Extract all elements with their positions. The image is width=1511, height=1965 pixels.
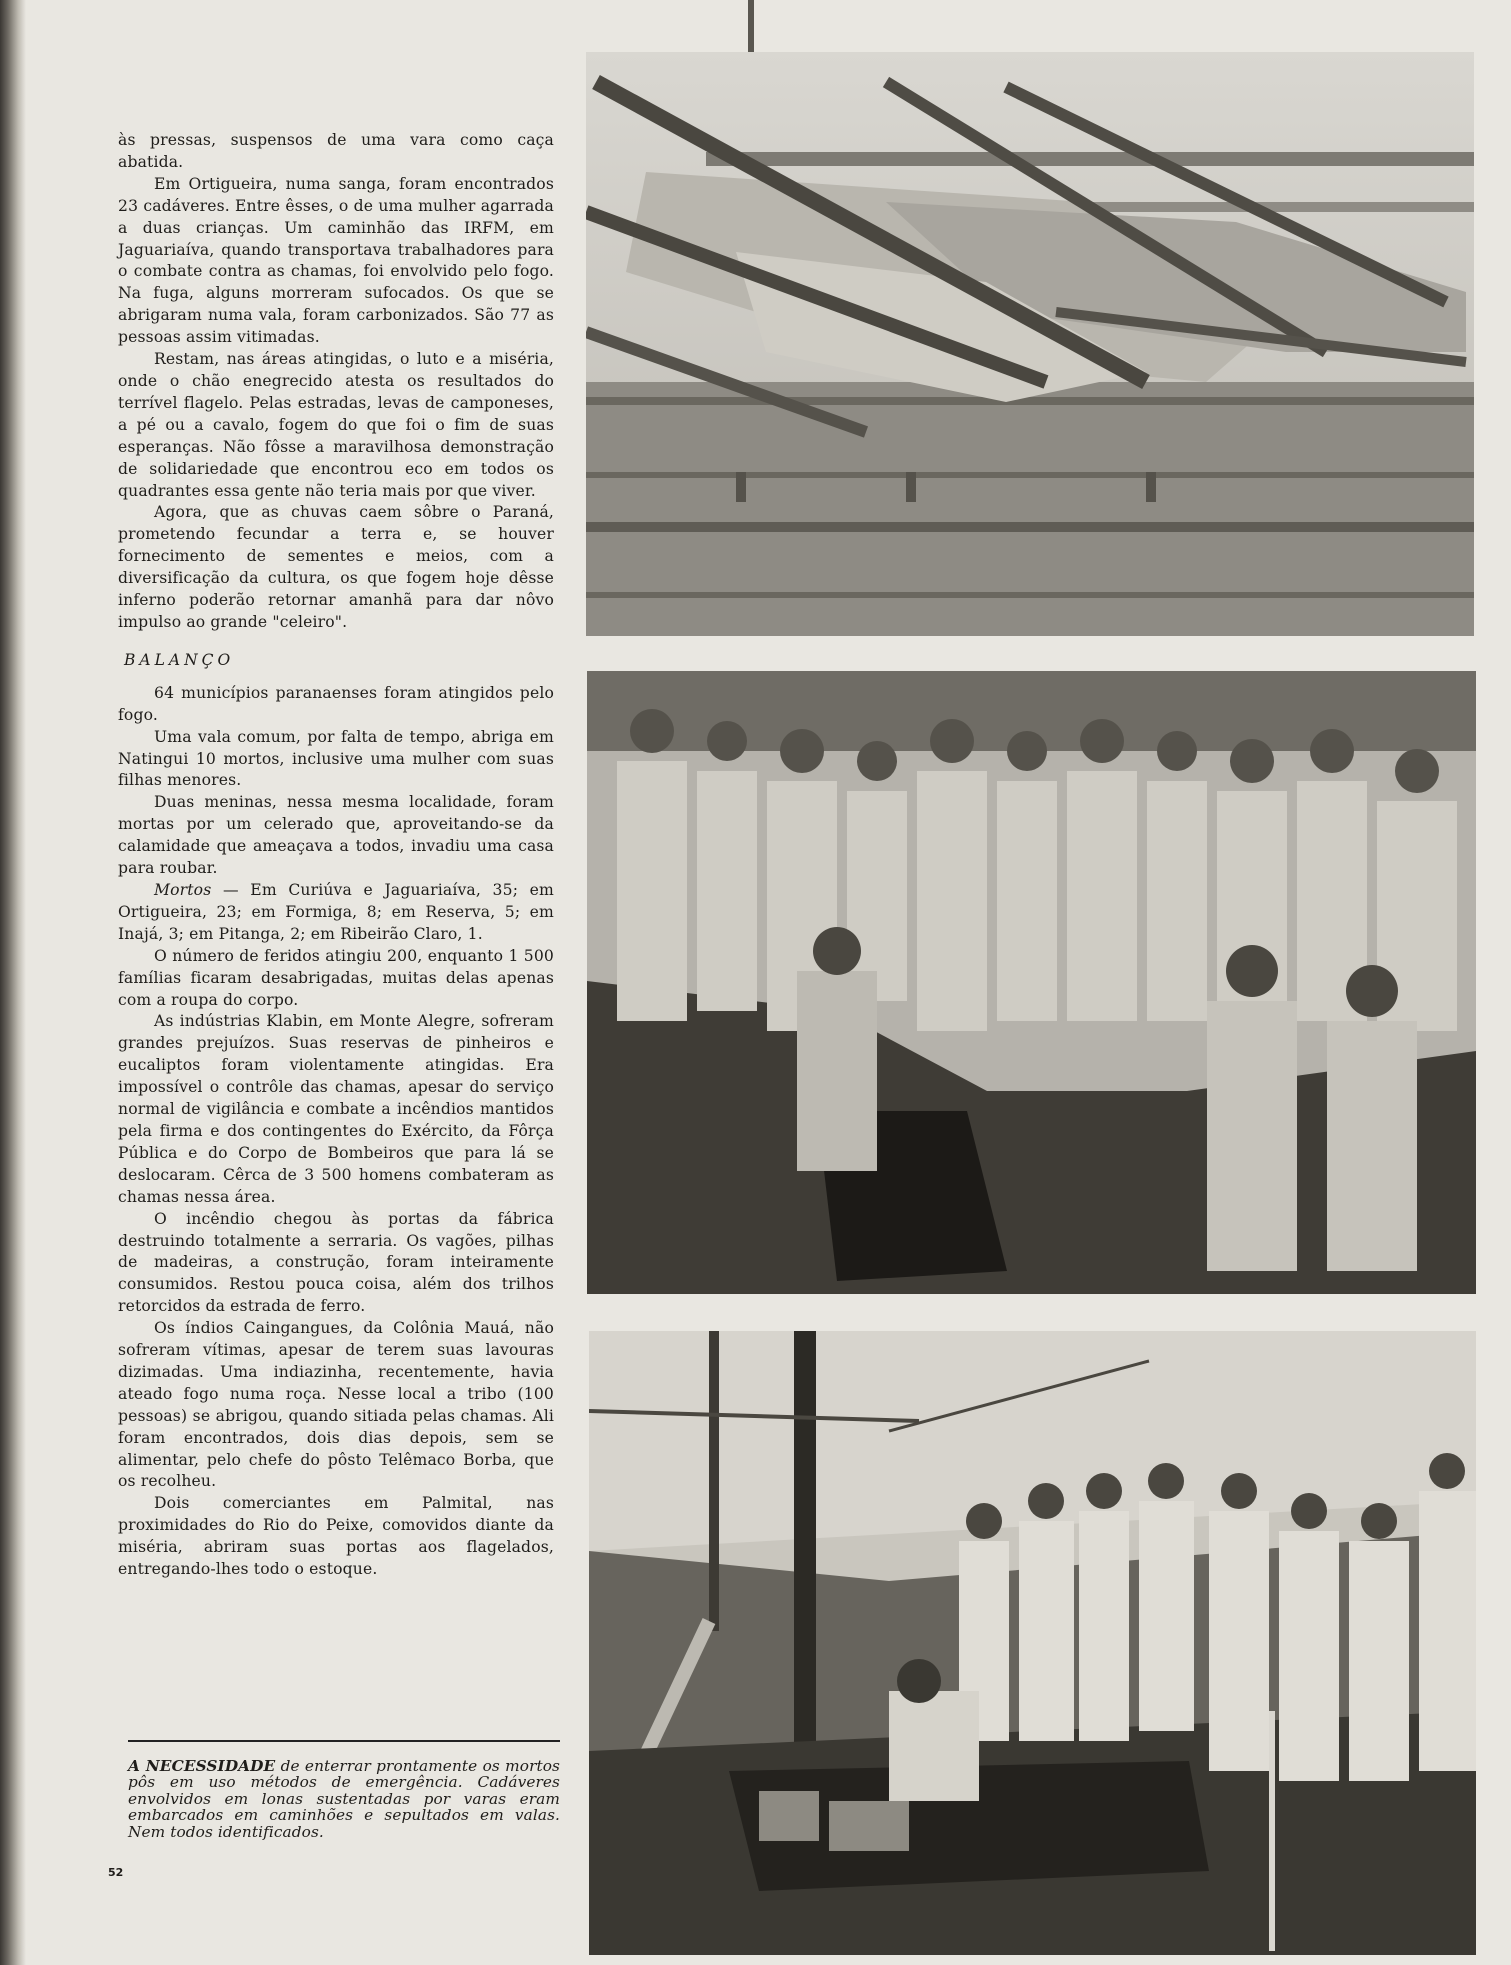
caption-lead: A NECESSIDADE (128, 1757, 276, 1775)
article-paragraph: Agora, que as chuvas caem sôbre o Paraná, prometendo fecundar a terra e, se houver fornecimento de sementes e meios, com a diversificação da cultura, os que fogem hoje dêsse inferno poderão retornar amanhã para dar nôvo impulso ao grande "celeiro". (118, 503, 554, 631)
balanco-paragraph: Dois comerciantes em Palmital, nas proximidades do Rio do Peixe, comovidos diante da miséria, abriram suas portas aos flagelados, entregando-lhes todo o estoque. (118, 1494, 554, 1579)
balanco-paragraph: Uma vala comum, por falta de tempo, abriga em Natingui 10 mortos, inclusive uma mulher com suas filhas menores. (118, 727, 554, 790)
photo-crowd-at-grave (587, 671, 1476, 1294)
mortos-paragraph (118, 880, 554, 946)
article-column (118, 130, 554, 1581)
photo-truck-stretchers (586, 52, 1474, 636)
photo-caption (128, 1758, 560, 1840)
photo-forest-burial (589, 1331, 1476, 1955)
balanco-paragraph: 64 municípios paranaenses foram atingidos pelo fogo. (118, 683, 554, 724)
balanco-paragraph: O incêndio chegou às portas da fábrica destruindo totalmente a serraria. Os vagões, pilhas de madeiras, a construção, foram inteiramente consumidos. Restou pouca coisa, além dos trilhos retorcidos da estrada de ferro. (118, 1209, 554, 1316)
article-paragraph: às pressas, suspensos de uma vara como caça abatida. (118, 131, 554, 171)
balanco-paragraph: Os índios Caingangues, da Colônia Mauá, não sofreram vítimas, apesar de terem suas lavouras dizimadas. Uma indiazinha, recentemente, havia ateado fogo numa roça. Nesse local a tribo (100 pessoas) se abrigou, quando sitiada pelas chamas. Ali foram encontrados, dois dias depois, sem se alimentar, pelo chefe do pôsto Telêmaco Borba, que os recolheu. (118, 1319, 554, 1491)
balanco-paragraph: Duas meninas, nessa mesma localidade, foram mortas por um celerado que, aproveitando-se da calamidade que ameaçava a todos, invadiu uma casa para roubar. (118, 793, 554, 878)
balanco-paragraph: As indústrias Klabin, em Monte Alegre, sofreram grandes prejuízos. Suas reservas de pinheiros e eucaliptos foram violentamente atingidas. Era impossível o contrôle das chamas, apesar do serviço normal de vigilância e combate a incêndios mantidos pela firma e dos contingentes do Exército, da Fôrça Pública e do Corpo de Bombeiros que para lá se deslocaram. Cêrca de 3 500 homens combateram as chamas nessa área. (118, 1012, 554, 1206)
balanco-paragraph: O número de feridos atingiu 200, enquanto 1 500 famílias ficaram desabrigadas, muitas delas apenas com a roupa do corpo. (118, 946, 554, 1009)
article-paragraph: Em Ortigueira, numa sanga, foram encontrados 23 cadáveres. Entre êsses, o de uma mulher agarrada a duas crianças. Um caminhão das IRFM, em Jaguariaíva, quando transportava trabalhadores para o combate contra as chamas, foi envolvido pelo fogo. Na fuga, alguns morreram sufocados. Os que se abrigaram numa vala, foram carbonizados. São 77 as pessoas assim vitimadas. (118, 174, 554, 347)
mortos-text: — Em Curiúva e Jaguariaíva, 35; em Ortigueira, 23; em Formiga, 8; em Reserva, 5; em Inajá, 3; em Pitanga, 2; em Ribeirão Claro, 1. (118, 881, 554, 943)
article-paragraph: Restam, nas áreas atingidas, o luto e a miséria, onde o chão enegrecido atesta os resultados do terrível flagelo. Pelas estradas, levas de camponeses, a pé ou a cavalo, fogem do que foi o fim de suas esperanças. Não fôsse a maravilhosa demonstração de solidariedade que encontrou eco em todos os quadrantes essa gente não teria mais por que viver. (118, 350, 554, 500)
page-number: 52 (108, 1866, 124, 1879)
mortos-label: Mortos (154, 881, 212, 899)
caption-text: de enterrar prontamente os mortos pôs em uso métodos de emergência. Cadáveres envolvidos em lonas sustentadas por varas eram embarcados em caminhões e sepultados em valas. Nem todos identificados. (128, 1757, 560, 1841)
photo-top-pole (748, 0, 754, 60)
caption-divider (128, 1740, 560, 1742)
section-title: BALANÇO (124, 650, 235, 669)
page-binding-edge (0, 0, 26, 1965)
